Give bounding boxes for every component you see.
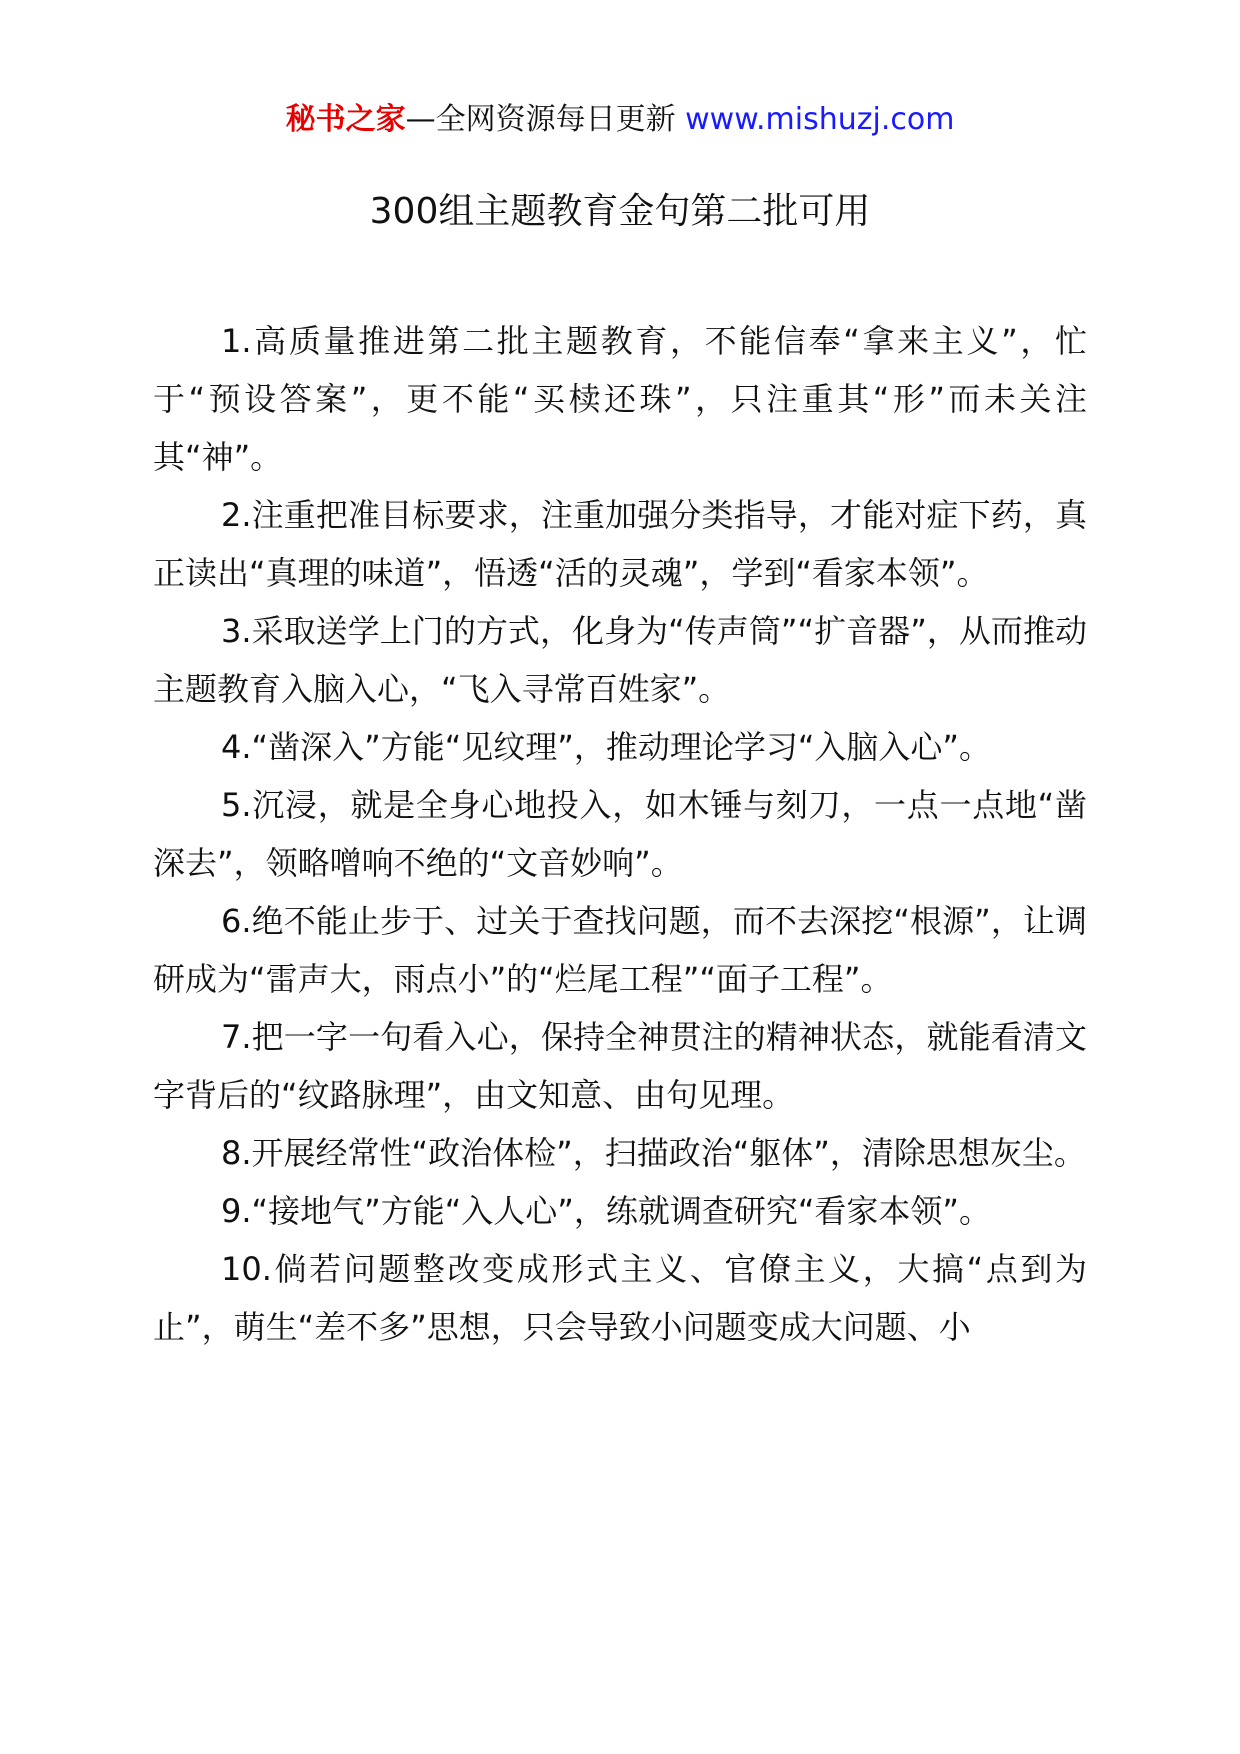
- paragraph-8: 8.开展经常性“政治体检”，扫描政治“躯体”，清除思想灰尘。: [221, 1134, 1086, 1172]
- paragraph-1: 1.高质量推进第二批主题教育，不能信奉“拿来主义”，忙于“预设答案”，更不能“买椟还珠”，只注重其“形”而未关注其“神”。: [153, 322, 1087, 476]
- paragraph-6: 6.绝不能止步于、过关于查找问题，而不去深挖“根源”，让调研成为“雷声大，雨点小”的“烂尾工程”“面子工程”。: [153, 902, 1087, 998]
- paragraph-3: 3.采取送学上门的方式，化身为“传声筒”“扩音器”，从而推动主题教育入脑入心，“飞入寻常百姓家”。: [153, 612, 1087, 708]
- site-url-link[interactable]: www.mishuzj.com: [685, 102, 955, 137]
- paragraph-2: 2.注重把准目标要求，注重加强分类指导，才能对症下药，真正读出“真理的味道”，悟透“活的灵魂”，学到“看家本领”。: [153, 496, 1087, 592]
- site-brand: 秘书之家: [285, 102, 406, 137]
- site-header: [0, 100, 1240, 140]
- paragraph-7: 7.把一字一句看入心，保持全神贯注的精神状态，就能看清文字背后的“纹路脉理”，由文知意、由句见理。: [153, 1018, 1087, 1114]
- paragraph-9: 9.“接地气”方能“入人心”，练就调查研究“看家本领”。: [221, 1192, 992, 1230]
- document-title: 300组主题教育金句第二批可用: [369, 191, 871, 232]
- site-tagline: —全网资源每日更新: [405, 102, 676, 137]
- document-body: [153, 312, 1087, 1356]
- paragraph-4: 4.“凿深入”方能“见纹理”，推动理论学习“入脑入心”。: [221, 728, 992, 766]
- paragraph-5: 5.沉浸，就是全身心地投入，如木锤与刻刀，一点一点地“凿深去”，领略噌响不绝的“文音妙响”。: [153, 786, 1087, 882]
- paragraph-10: 10.倘若问题整改变成形式主义、官僚主义，大搞“点到为止”，萌生“差不多”思想，只会导致小问题变成大问题、小: [153, 1250, 1087, 1346]
